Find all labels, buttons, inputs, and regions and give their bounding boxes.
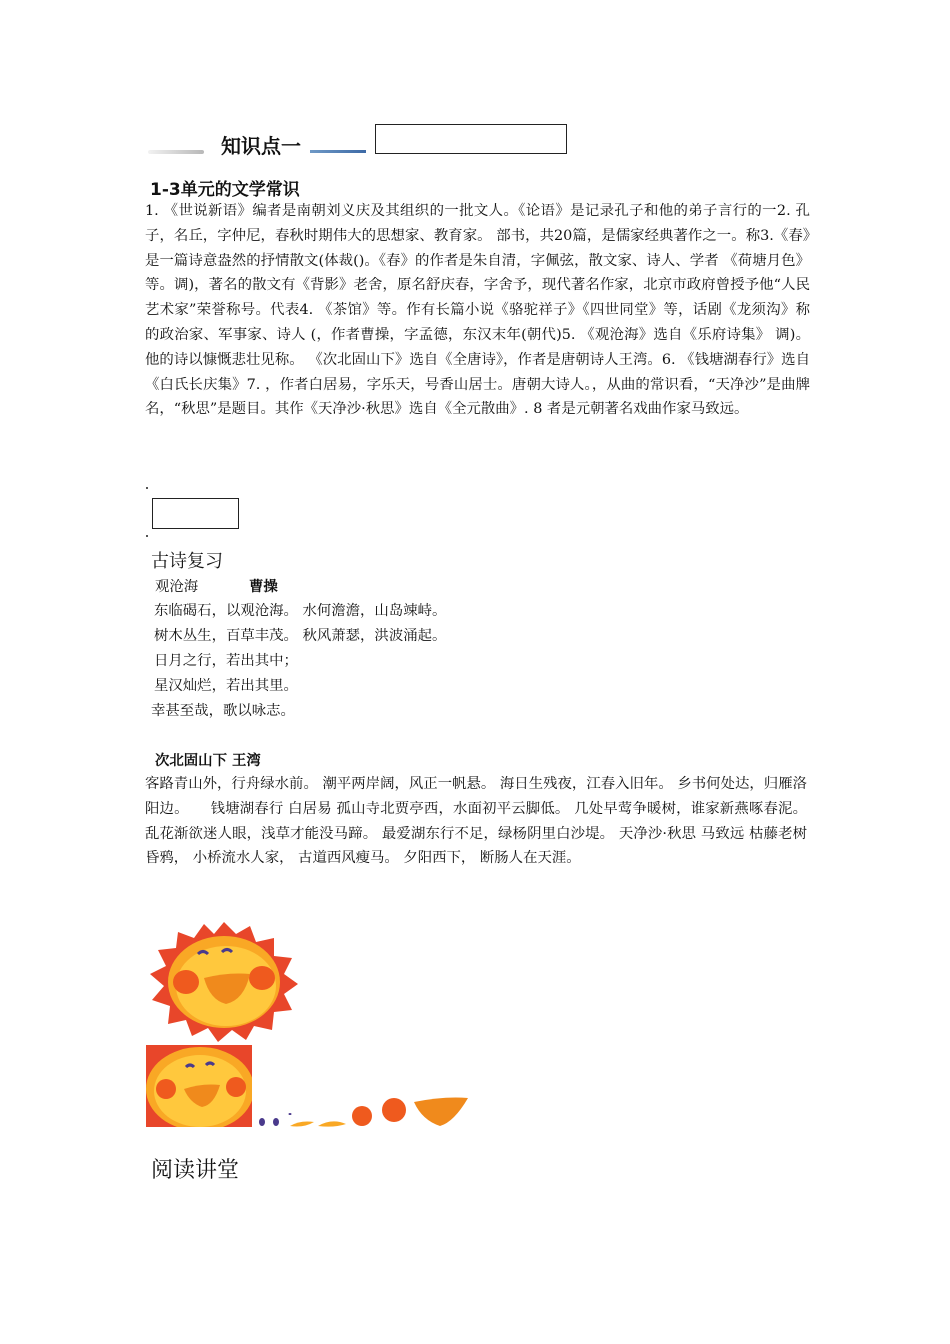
poem-line: 幸甚至哉，歌以咏志。 [151,703,295,719]
poem-author: 曹操 [249,579,278,595]
poem-line: 星汉灿烂，若出其里。 [154,678,298,694]
decorative-rule-grey [148,150,204,154]
poems-paragraph: 客路青山外，行舟绿水前。 潮平两岸阔，风正一帆悬。 海日生残夜，江春入旧年。 乡书何处达，归雁洛阳边。 钱塘湖春行 白居易 孤山寺北贾亭西，水面初平云脚低。 几处早莺争暖树，谁家新燕啄春泥。 乱花渐欲迷人眼，浅草才能没马蹄。 最爱湖东行不足，绿杨阴里白沙堤。 天净沙·秋思 马致远 枯藤老树昏鸦， 小桥流水人家， 古道西风瘦马。 夕阳西下， 断肠人在天涯。 [145,776,807,867]
poem-line: 东临碣石，以观沧海。 水何澹澹，山岛竦峙。 [154,603,447,619]
decorative-rule-blue [310,150,366,153]
empty-answer-box[interactable] [375,124,567,154]
section-subtitle: 1-3单元的文学常识 [150,180,300,200]
sliding-smile-decoration [254,1092,470,1132]
poem-title: 观沧海 [155,579,199,595]
smiley-face-icon [146,1045,252,1127]
poem-line: 日月之行，若出其中； [154,653,298,669]
stray-dot [146,535,148,537]
stray-dot [146,487,148,489]
empty-answer-box-2[interactable] [152,498,239,529]
section-title: 知识点一 [221,134,301,158]
sun-smiley-icon [146,920,302,1042]
poem-heading: 次北固山下 王湾 [155,753,261,769]
reading-lecture-heading: 阅读讲堂 [151,1158,240,1183]
poetry-review-heading: 古诗复习 [151,551,223,572]
poem-line: 树木丛生，百草丰茂。 秋风萧瑟，洪波涌起。 [154,628,447,644]
literature-paragraph: 1. 《世说新语》编者是南朝刘义庆及其组织的一批文人。《论语》是记录孔子和他的弟子言行的一2. 孔子，名丘，字仲尼，春秋时期伟大的思想家、教育家。 部书，共20篇，是儒家经典著作之一。称3.《春》是一篇诗意盎然的抒情散文(体裁()。《春》的作者是朱自清，字佩弦，散文家、诗人、学者 《荷塘月色》等。调)，著名的散文有《背影》老舍，原名舒庆春，字舍予，现代著名作家，北京市政府曾授予他“人民艺术家”荣誉称号。代表4. 《茶馆》等。作有长篇小说《骆驼祥子》《四世同堂》等，话剧《龙须沟》称的政治家、军事家、诗人 (，作者曹操，字孟德，东汉末年(朝代)5. 《观沧海》选自《乐府诗集》 调)。他的诗以慷慨悲壮见称。 《次北固山下》选自《全唐诗》，作者是唐朝诗人王湾。6. 《钱塘湖春行》选自《白氏长庆集》7. ，作者白居易，字乐天，号香山居士。唐朝大诗人。，从曲的常识看，“天净沙”是曲牌名，“秋思”是题目。其作《天净沙·秋思》选自《全元散曲》. 8 者是元朝著名戏曲作家马致远。 [145,203,810,418]
